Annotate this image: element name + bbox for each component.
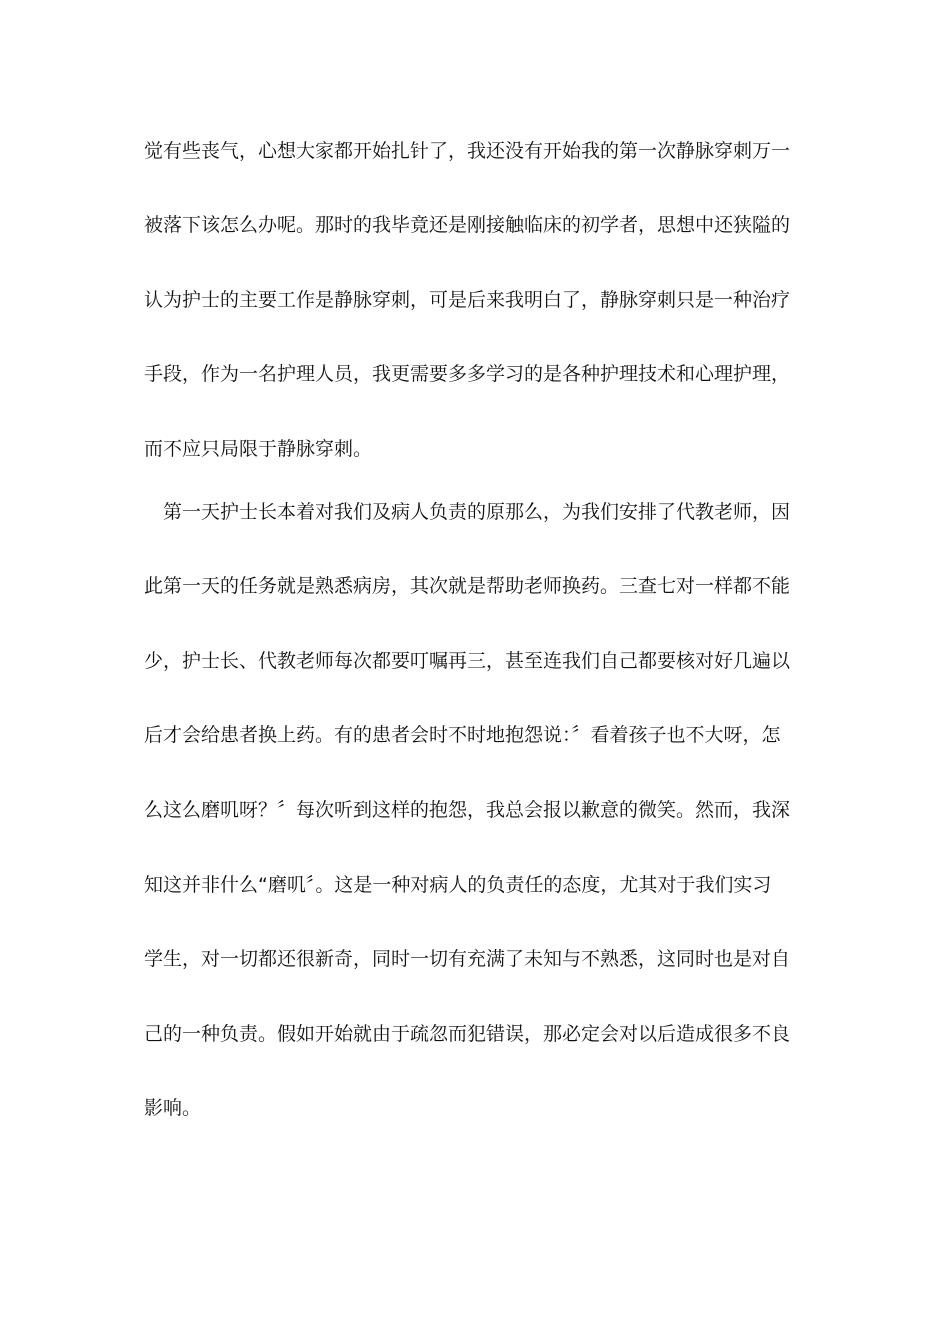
text-line: 己的一种负责。假如开始就由于疏忽而犯错误，那必定会对以后造成很多不良: [144, 1023, 791, 1045]
text-line: 知这并非什么“磨叽〞。这是一种对病人的负责任的态度，尤其对于我们实习: [144, 874, 772, 896]
text-line: 被落下该怎么办呢。那时的我毕竟还是刚接触临床的初学者，思想中还狭隘的: [144, 214, 791, 236]
text-line: 第一天护士长本着对我们及病人负责的原那么，为我们安排了代教老师，因: [144, 501, 791, 523]
text-line: 此第一天的任务就是熟悉病房，其次就是帮助老师换药。三查七对一样都不能: [144, 575, 791, 597]
text-line: 学生，对一切都还很新奇，同时一切有充满了未知与不熟悉，这同时也是对自: [144, 948, 791, 970]
text-line: 么这么磨叽呀？〞每次听到这样的抱怨，我总会报以歉意的微笑。然而，我深: [144, 799, 791, 821]
text-line: 手段，作为一名护理人员，我更需要多多学习的是各种护理技术和心理护理，: [144, 363, 791, 385]
text-line: 认为护士的主要工作是静脉穿刺，可是后来我明白了，静脉穿刺只是一种治疗: [144, 289, 791, 311]
text-line: 少，护士长、代教老师每次都要叮嘱再三，甚至连我们自己都要核对好几遍以: [144, 650, 791, 672]
text-line: 觉有些丧气，心想大家都开始扎针了，我还没有开始我的第一次静脉穿刺万一: [144, 140, 791, 162]
text-line: 影响。: [144, 1097, 202, 1119]
text-line: 而不应只局限于静脉穿刺。: [144, 438, 373, 460]
text-line: 后才会给患者换上药。有的患者会时不时地抱怨说：〞看着孩子也不大呀，怎: [144, 724, 781, 746]
